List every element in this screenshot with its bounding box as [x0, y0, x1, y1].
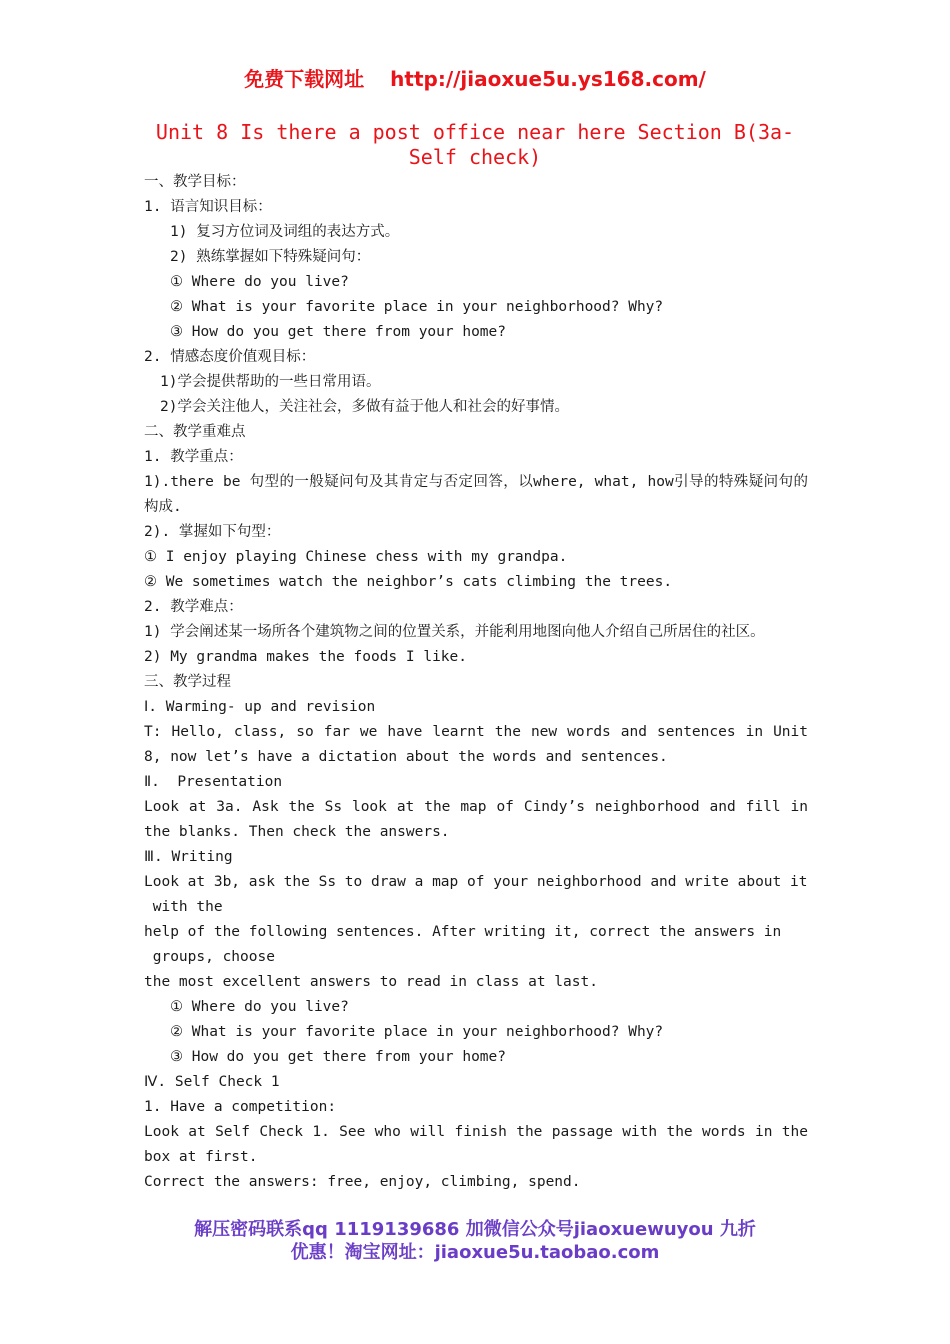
document-body [144, 170, 808, 1195]
step-heading: Ⅳ. Self Check 1 [144, 1074, 280, 1090]
text-line: groups, choose [144, 949, 275, 965]
step-heading: Ⅰ. Warming- up and revision [144, 699, 376, 715]
header-label: 免费下载网址 [244, 67, 365, 91]
sentence-line: ② We sometimes watch the neighbor’s cats climbing the trees. [144, 574, 673, 590]
header-url[interactable]: http://jiaoxue5u.ys168.com/ [390, 67, 706, 91]
question-line: ① Where do you live? [170, 999, 349, 1015]
question-line: ③ How do you get there from your home? [170, 1049, 506, 1065]
paragraph: T: Hello, class, so far we have learnt the new words and sentences in Unit 8, now let’s have a dictation about the words and sentences. [144, 724, 808, 765]
text-line: 2) My grandma makes the foods I like. [144, 649, 468, 665]
paragraph: Look at 3a. Ask the Ss look at the map of Cindy’s neighborhood and fill in the blanks. Then check the answers. [144, 799, 808, 840]
text-line: with the [144, 899, 223, 915]
step-heading: Ⅱ. Presentation [144, 774, 283, 790]
contact-footer [0, 1218, 950, 1264]
question-line: ③ How do you get there from your home? [170, 324, 506, 340]
section-heading: 二、教学重难点 [144, 424, 246, 440]
download-header [0, 64, 950, 94]
footer-line-1: 解压密码联系qq 1119139686 加微信公众号jiaoxuewuyou 九折 [194, 1219, 756, 1240]
text-line: 1) 复习方位词及词组的表达方式。 [170, 224, 400, 240]
text-line: the most excellent answers to read in class at last. [144, 974, 598, 990]
sentence-line: ① I enjoy playing Chinese chess with my grandpa. [144, 549, 568, 565]
text-line: 2)学会关注他人，关注社会，多做有益于他人和社会的好事情。 [160, 399, 569, 415]
paragraph: 1).there be 句型的一般疑问句及其肯定与否定回答，以where, what, how引导的特殊疑问句的构成. [144, 474, 808, 515]
section-heading: 一、教学目标： [144, 174, 246, 190]
question-line: ① Where do you live? [170, 274, 349, 290]
text-line: help of the following sentences. After writing it, correct the answers in [144, 924, 782, 940]
footer-line-2: 优惠！淘宝网址：jiaoxue5u.taobao.com [290, 1242, 660, 1263]
step-heading: Ⅲ. Writing [144, 849, 233, 865]
paragraph: Look at Self Check 1. See who will finish the passage with the words in the box at first. [144, 1124, 808, 1165]
subheading: 1. 教学重点： [144, 449, 243, 465]
text-line: 2). 掌握如下句型： [144, 524, 281, 540]
text-line: Look at 3b, ask the Ss to draw a map of your neighborhood and write about it [144, 874, 808, 890]
text-line: 1. Have a competition: [144, 1099, 337, 1115]
paragraph: 1) 学会阐述某一场所各个建筑物之间的位置关系，并能利用地图向他人介绍自己所居住的社区。 [144, 624, 765, 640]
section-heading: 三、教学过程 [144, 674, 231, 690]
question-line: ② What is your favorite place in your neighborhood? Why? [170, 1024, 664, 1040]
subheading: 1. 语言知识目标： [144, 199, 272, 215]
text-line: Correct the answers: free, enjoy, climbing, spend. [144, 1174, 581, 1190]
subheading: 2. 教学难点： [144, 599, 243, 615]
subheading: 2. 情感态度价值观目标： [144, 349, 316, 365]
text-line: 1)学会提供帮助的一些日常用语。 [160, 374, 381, 390]
text-line: 2) 熟练掌握如下特殊疑问句： [170, 249, 371, 265]
question-line: ② What is your favorite place in your neighborhood? Why? [170, 299, 664, 315]
page-title: Unit 8 Is there a post office near here Section B(3a-Self check) [155, 120, 795, 169]
